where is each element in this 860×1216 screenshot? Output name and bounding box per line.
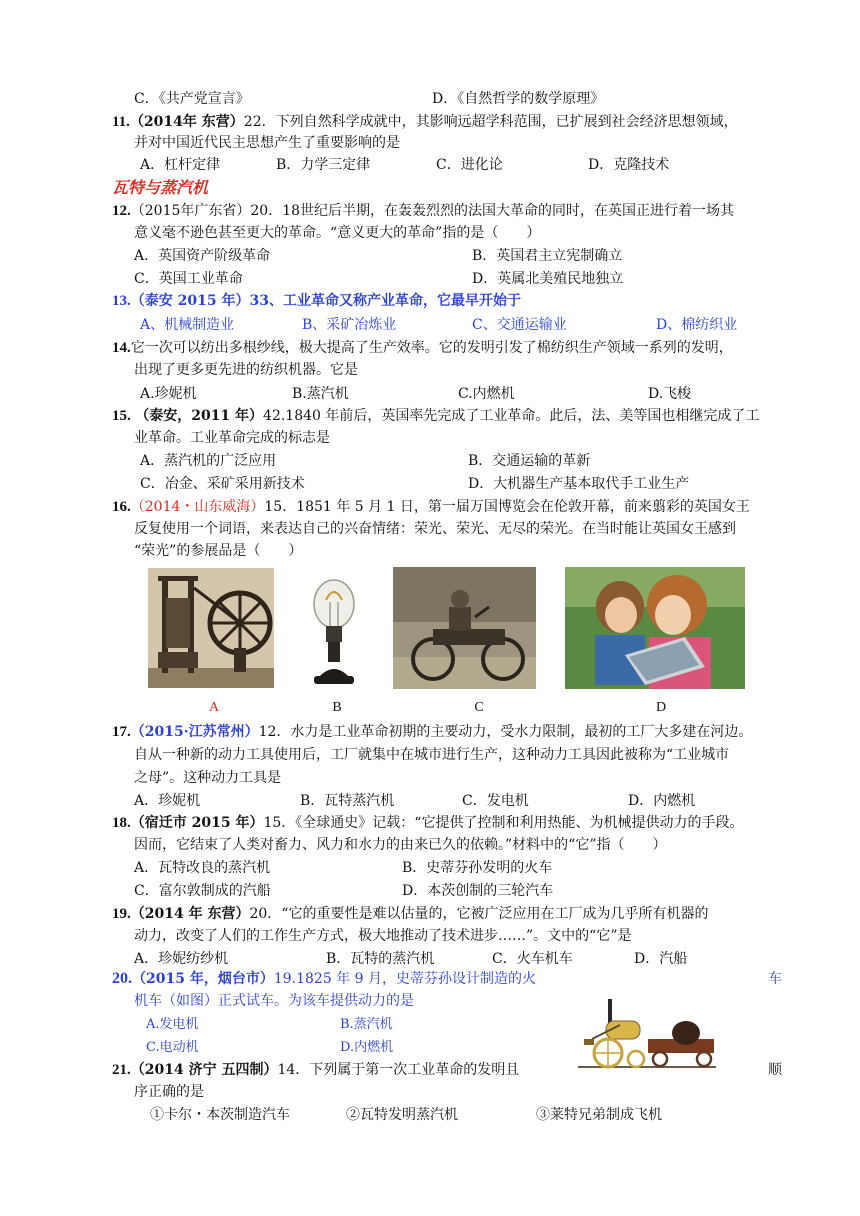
q15-source: （泰安，2011 年） (135, 408, 264, 424)
q16-source: （2014・山东威海） (130, 499, 265, 515)
q17-source: （2015·江苏常州） (130, 724, 259, 740)
q18-stem2: 因而，它结束了人类对畜力、风力和水力的由来已久的依赖。”材料中的“它”指（ ） (134, 837, 667, 853)
q18-stem1: 15．《全球通史》记载：“它提供了控制和利用热能、为机械提供动力的手段。 (263, 815, 744, 831)
q20-option-c: C.电动机 (146, 1040, 199, 1055)
q20-line1 (112, 969, 536, 989)
q19-option-b: B．瓦特的蒸汽机 (326, 951, 435, 967)
q17-stem2: 自从一种新的动力工具使用后，工厂就集中在城市进行生产，这种动力工具因此被称为“工业城市 (134, 747, 730, 763)
q13-option-a: A、机械制造业 (140, 317, 235, 333)
q16-number: 16. (112, 499, 131, 515)
q17-number: 17. (112, 724, 131, 740)
q16-stem2: 反复使用一个词语，来表达自己的兴奋情绪：荣光、荣光、无尽的荣光。在当时能让英国女王感到 (134, 521, 736, 537)
q15-option-a: A．蒸汽机的广泛应用 (140, 453, 277, 469)
q11-source: （2014年 东营） (129, 114, 244, 130)
q18-option-c: C．富尔敦制成的汽船 (134, 883, 271, 899)
q18-source: （宿迁市 2015 年） (130, 815, 264, 831)
q11-stem2: 并对中国近代民主思想产生了重要影响的是 (134, 135, 400, 151)
q16-label-b: B (332, 700, 342, 715)
q11-option-b: B．力学三定律 (276, 157, 371, 173)
q12-number: 12. (112, 203, 131, 219)
q18-option-d: D．本茨创制的三轮汽车 (402, 883, 554, 899)
q14-option-d: D.飞梭 (648, 386, 692, 402)
q17-option-a: A．珍妮机 (134, 793, 201, 809)
q19-stem1: 20．“它的重要性是难以估量的，它被广泛应用在工厂成为几乎所有机器的 (249, 906, 709, 922)
q21-item-3: ③莱特兄弟制成飞机 (536, 1107, 662, 1123)
q21-line1 (112, 1060, 519, 1080)
q20-option-b: B.蒸汽机 (340, 1017, 393, 1032)
q19-option-c: C．火车机车 (492, 951, 573, 967)
q16-line1 (112, 497, 750, 517)
q19-option-a: A．珍妮纺纱机 (134, 951, 229, 967)
q19-stem2: 动力，改变了人们的工作生产方式，极大地推动了技术进步……”。文中的“它”是 (134, 928, 632, 944)
section-heading: 瓦特与蒸汽机 (112, 178, 209, 197)
q20-number: 20. (112, 970, 132, 987)
q16-stem3: “荣光”的参展品是（ ） (134, 543, 303, 559)
q19-number: 19. (112, 906, 131, 922)
photo-watt-steam-engine (148, 568, 274, 688)
q21-item-1: ①卡尔・本茨制造汽车 (150, 1107, 290, 1123)
q15-line1 (112, 406, 759, 426)
q20-stem2: 机车（如图）正式试车。为该车提供动力的是 (134, 993, 414, 1009)
q12-line1 (112, 201, 734, 221)
photo-children-laptop (565, 567, 745, 689)
q16-stem1: 15．1851 年 5 月 1 日，第一届万国博览会在伦敦开幕，前来翦彩的英国女王 (264, 499, 750, 515)
q13-number: 13. (112, 293, 131, 309)
photo-light-bulb (308, 570, 360, 688)
q15-stem2: 业革命。工业革命完成的标志是 (134, 430, 330, 446)
q18-number: 18. (112, 815, 131, 831)
q11-option-c: C．进化论 (436, 157, 503, 173)
q16-label-a: A (208, 700, 220, 715)
q16-label-c: C (474, 700, 484, 715)
q19-source: （2014 年 东营） (130, 906, 250, 922)
q11-option-d: D．克隆技术 (588, 157, 670, 173)
q12-option-b: B．英国君主立宪制确立 (472, 248, 623, 264)
q11-number: 11. (112, 114, 130, 130)
q20-option-d: D.内燃机 (340, 1040, 394, 1055)
q13-line1 (112, 291, 521, 311)
q13-option-d: D、棉纺织业 (656, 317, 738, 333)
q14-line1 (112, 338, 733, 358)
q15-number: 15. (112, 408, 131, 424)
q18-option-a: A．瓦特改良的蒸汽机 (134, 860, 271, 876)
q21-item-2: ②瓦特发明蒸汽机 (346, 1107, 458, 1123)
q17-option-d: D．内燃机 (628, 793, 696, 809)
q10-option-d: D．《自然哲学的数学原理》 (432, 91, 605, 107)
q11-stem1: 22．下列自然科学成就中，其影响远超学科范围，已扩展到社会经济思想领域， (243, 114, 738, 130)
q14-stem2: 出现了更多更先进的纺织机器。它是 (134, 362, 358, 378)
q17-line1 (112, 722, 752, 742)
q16-label-d: D (655, 700, 667, 715)
q12-source: （2015年广东省） (130, 203, 251, 219)
q13-option-c: C、交通运输业 (472, 317, 567, 333)
q14-number: 14. (112, 340, 131, 356)
q15-stem1: 42.1840 年前后，英国率先完成了工业革命。此后，法、美等国也相继完成了工 (263, 408, 760, 424)
q18-line1 (112, 813, 743, 833)
q12-stem1: 20．18世纪后半期，在轰轰烈烈的法国大革命的同时，在英国正进行着一场其 (250, 203, 735, 219)
photo-early-automobile (393, 567, 536, 689)
q18-option-b: B．史蒂芬孙发明的火车 (402, 860, 553, 876)
q17-option-c: C．发电机 (462, 793, 529, 809)
q12-option-a: A．英国资产阶级革命 (134, 248, 271, 264)
q20-option-a: A.发电机 (146, 1017, 199, 1032)
q14-option-b: B.蒸汽机 (292, 386, 349, 402)
q11-line1 (112, 112, 738, 132)
q21-stem1-end: 顺 (768, 1062, 782, 1078)
q15-option-d: D．大机器生产基本取代手工业生产 (468, 476, 690, 492)
q21-source: （2014 济宁 五四制） (130, 1062, 278, 1078)
q13-option-b: B、采矿冶炼业 (302, 317, 397, 333)
q11-option-a: A．杠杆定律 (140, 157, 221, 173)
q13-stem: （泰安 2015 年）33、工业革命又称产业革命，它最早开始于 (130, 293, 521, 309)
q20-source: （2015 年，烟台市） (132, 971, 274, 987)
q14-option-c: C.内燃机 (458, 386, 515, 402)
photo-stephenson-locomotive (570, 995, 720, 1070)
q10-option-c: C．《共产党宣言》 (134, 91, 250, 107)
q21-number: 21. (112, 1062, 131, 1078)
q17-option-b: B．瓦特蒸汽机 (300, 793, 395, 809)
q20-stem1-end: 车 (768, 971, 782, 987)
q17-stem3: 之母”。这种动力工具是 (134, 770, 282, 786)
q17-stem1: 12．水力是工业革命初期的主要动力，受水力限制，最初的工厂大多建在河边。 (258, 724, 753, 740)
q21-stem1: 14．下列属于第一次工业革命的发明且 (277, 1062, 520, 1078)
q19-line1 (112, 904, 708, 924)
q14-stem1: 它一次可以纺出多根纱线，极大提高了生产效率。它的发明引发了棉纺织生产领域一系列的发明， (130, 340, 733, 356)
q12-stem2: 意义毫不逊色甚至更大的革命。“意义更大的革命”指的是（ ） (134, 225, 541, 241)
q15-option-b: B．交通运输的革新 (468, 453, 591, 469)
q20-stem1: 19.1825 年 9 月，史蒂芬孙设计制造的火 (273, 971, 536, 987)
q14-option-a: A.珍妮机 (140, 386, 197, 402)
q12-option-d: D．英属北美殖民地独立 (472, 271, 624, 287)
q12-option-c: C．英国工业革命 (134, 271, 243, 287)
q15-option-c: C．冶金、采矿采用新技术 (140, 476, 305, 492)
q21-stem2: 序正确的是 (134, 1084, 204, 1100)
q19-option-d: D．汽船 (634, 951, 688, 967)
